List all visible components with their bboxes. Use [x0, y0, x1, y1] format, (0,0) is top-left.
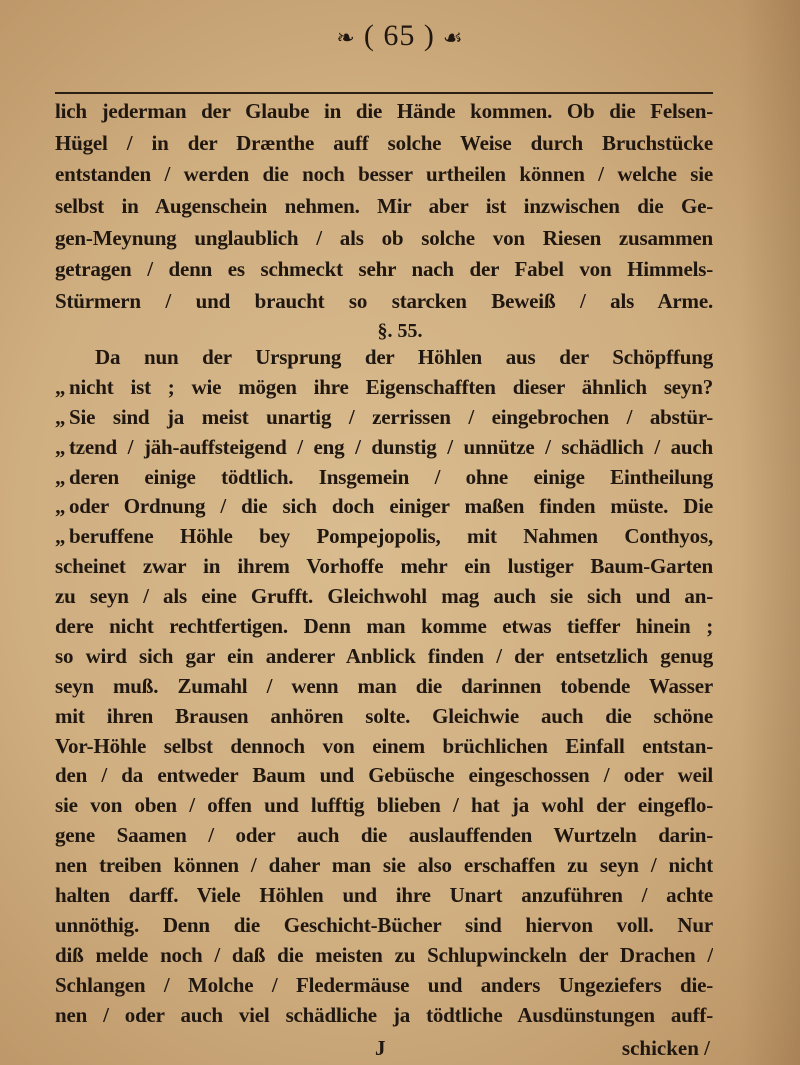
page-footer	[0, 1034, 800, 1062]
line-text: oder Ordnung / die sich doch einiger maßen finden müste. Die	[69, 494, 713, 519]
text-line	[55, 911, 713, 941]
ornament-left-icon: ❧	[336, 25, 356, 51]
text-line: Stürmern / und braucht so starcken Beweiß / als Arme.	[55, 289, 713, 314]
text-line	[55, 552, 713, 582]
text-line	[55, 463, 713, 493]
text-line	[55, 373, 713, 403]
quote-mark: „	[55, 524, 66, 549]
line-text: den / da entweder Baum und Gebüsche eingeschossen / oder weil	[55, 763, 713, 788]
line-text: seyn muß. Zumahl / wenn man die darinnen tobende Wasser	[55, 673, 713, 698]
text-line	[55, 941, 713, 971]
quote-mark: „	[55, 494, 66, 519]
quote-mark: „	[55, 404, 66, 429]
text-line	[55, 821, 713, 851]
text-line	[55, 791, 713, 821]
text-line	[55, 761, 713, 791]
text-line	[55, 732, 713, 762]
section-heading: §. 55.	[377, 320, 423, 342]
running-header	[0, 16, 800, 58]
line-text: nen / oder auch viel schädliche ja tödtliche Ausdünstungen auff-	[55, 1002, 713, 1027]
text-line	[55, 971, 713, 1001]
text-line	[55, 343, 713, 373]
text-line	[55, 492, 713, 522]
line-text: nen treiben können / daher man sie also erschaffen zu seyn / nicht	[55, 853, 713, 878]
line-text: nicht ist ; wie mögen ihre Eigenschafften dieser ähnlich seyn?	[69, 374, 713, 399]
quote-mark: „	[55, 374, 66, 399]
line-text: tzend / jäh-auffsteigend / eng / dunstig / unnütze / schädlich / auch	[69, 434, 713, 459]
text-line	[55, 1001, 713, 1031]
line-text: dere nicht rechtfertigen. Denn man komme etwas tieffer hinein ;	[55, 614, 713, 639]
text-line	[55, 582, 713, 612]
ornament-right-icon: ☙	[442, 25, 464, 51]
text-line	[55, 851, 713, 881]
signature-mark: J	[375, 1036, 386, 1060]
paragraph-1	[55, 96, 713, 318]
line-text: unnöthig. Denn die Geschicht-Bücher sind hiervon voll. Nur	[55, 912, 713, 937]
catchword: schicken /	[621, 1036, 710, 1060]
line-text: mit ihren Brausen anhören solte. Gleichwie auch die schöne	[55, 703, 713, 728]
line-text: gene Saamen / oder auch die auslauffenden Wurtzeln darin-	[55, 823, 713, 848]
quote-mark: „	[55, 434, 66, 459]
text-line: entstanden / werden die noch besser urtheilen können / welche sie	[55, 162, 713, 187]
text-line: Hügel / in der Drænthe auff solche Weise durch Bruchstücke	[55, 130, 713, 155]
text-line: selbst in Augenschein nehmen. Mir aber ist inzwischen die Ge-	[55, 194, 713, 219]
line-text: beruffene Höhle bey Pompejopolis, mit Nahmen Conthyos,	[69, 524, 713, 549]
line-text: scheinet zwar in ihrem Vorhoffe mehr ein lustiger Baum-Garten	[55, 554, 713, 579]
line-text: sie von oben / offen und lufftig blieben / hat ja wohl der eingeflo-	[55, 793, 713, 818]
line-text: so wird sich gar ein anderer Anblick finden / der entsetzlich genug	[55, 643, 713, 668]
text-line: gen-Meynung unglaublich / als ob solche von Riesen zusammen	[55, 225, 713, 250]
line-text: Sie sind ja meist unartig / zerrissen / eingebrochen / abstür-	[69, 404, 713, 429]
paragraph-2	[55, 343, 713, 1030]
line-text: Da nun der Ursprung der Höhlen aus der Schöpffung	[95, 345, 713, 369]
text-line	[55, 642, 713, 672]
text-line	[55, 702, 713, 732]
header-rule	[55, 92, 713, 94]
text-line	[55, 881, 713, 911]
text-line	[55, 403, 713, 433]
page-number: ( 65 )	[363, 19, 435, 52]
text-line: getragen / denn es schmeckt sehr nach der Fabel von Himmels-	[55, 257, 713, 282]
page-edge-shadow	[740, 0, 800, 1065]
text-line	[55, 522, 713, 552]
text-line	[55, 612, 713, 642]
line-text: diß melde noch / daß die meisten zu Schlupwinckeln der Drachen /	[55, 942, 713, 967]
line-text: zu seyn / als eine Grufft. Gleichwohl mag auch sie sich und an-	[55, 584, 713, 609]
quote-mark: „	[55, 464, 66, 489]
line-text: halten darff. Viele Höhlen und ihre Unart anzuführen / achte	[55, 883, 713, 908]
text-line	[55, 433, 713, 463]
text-line: lich jederman der Glaube in die Hände kommen. Ob die Felsen-	[55, 99, 713, 123]
line-text: Vor-Höhle selbst dennoch von einem brüchlichen Einfall entstan-	[55, 733, 713, 758]
text-line	[55, 672, 713, 702]
line-text: Schlangen / Molche / Fledermäuse und anders Ungeziefers die-	[55, 972, 713, 997]
line-text: deren einige tödtlich. Insgemein / ohne einige Eintheilung	[69, 464, 713, 489]
